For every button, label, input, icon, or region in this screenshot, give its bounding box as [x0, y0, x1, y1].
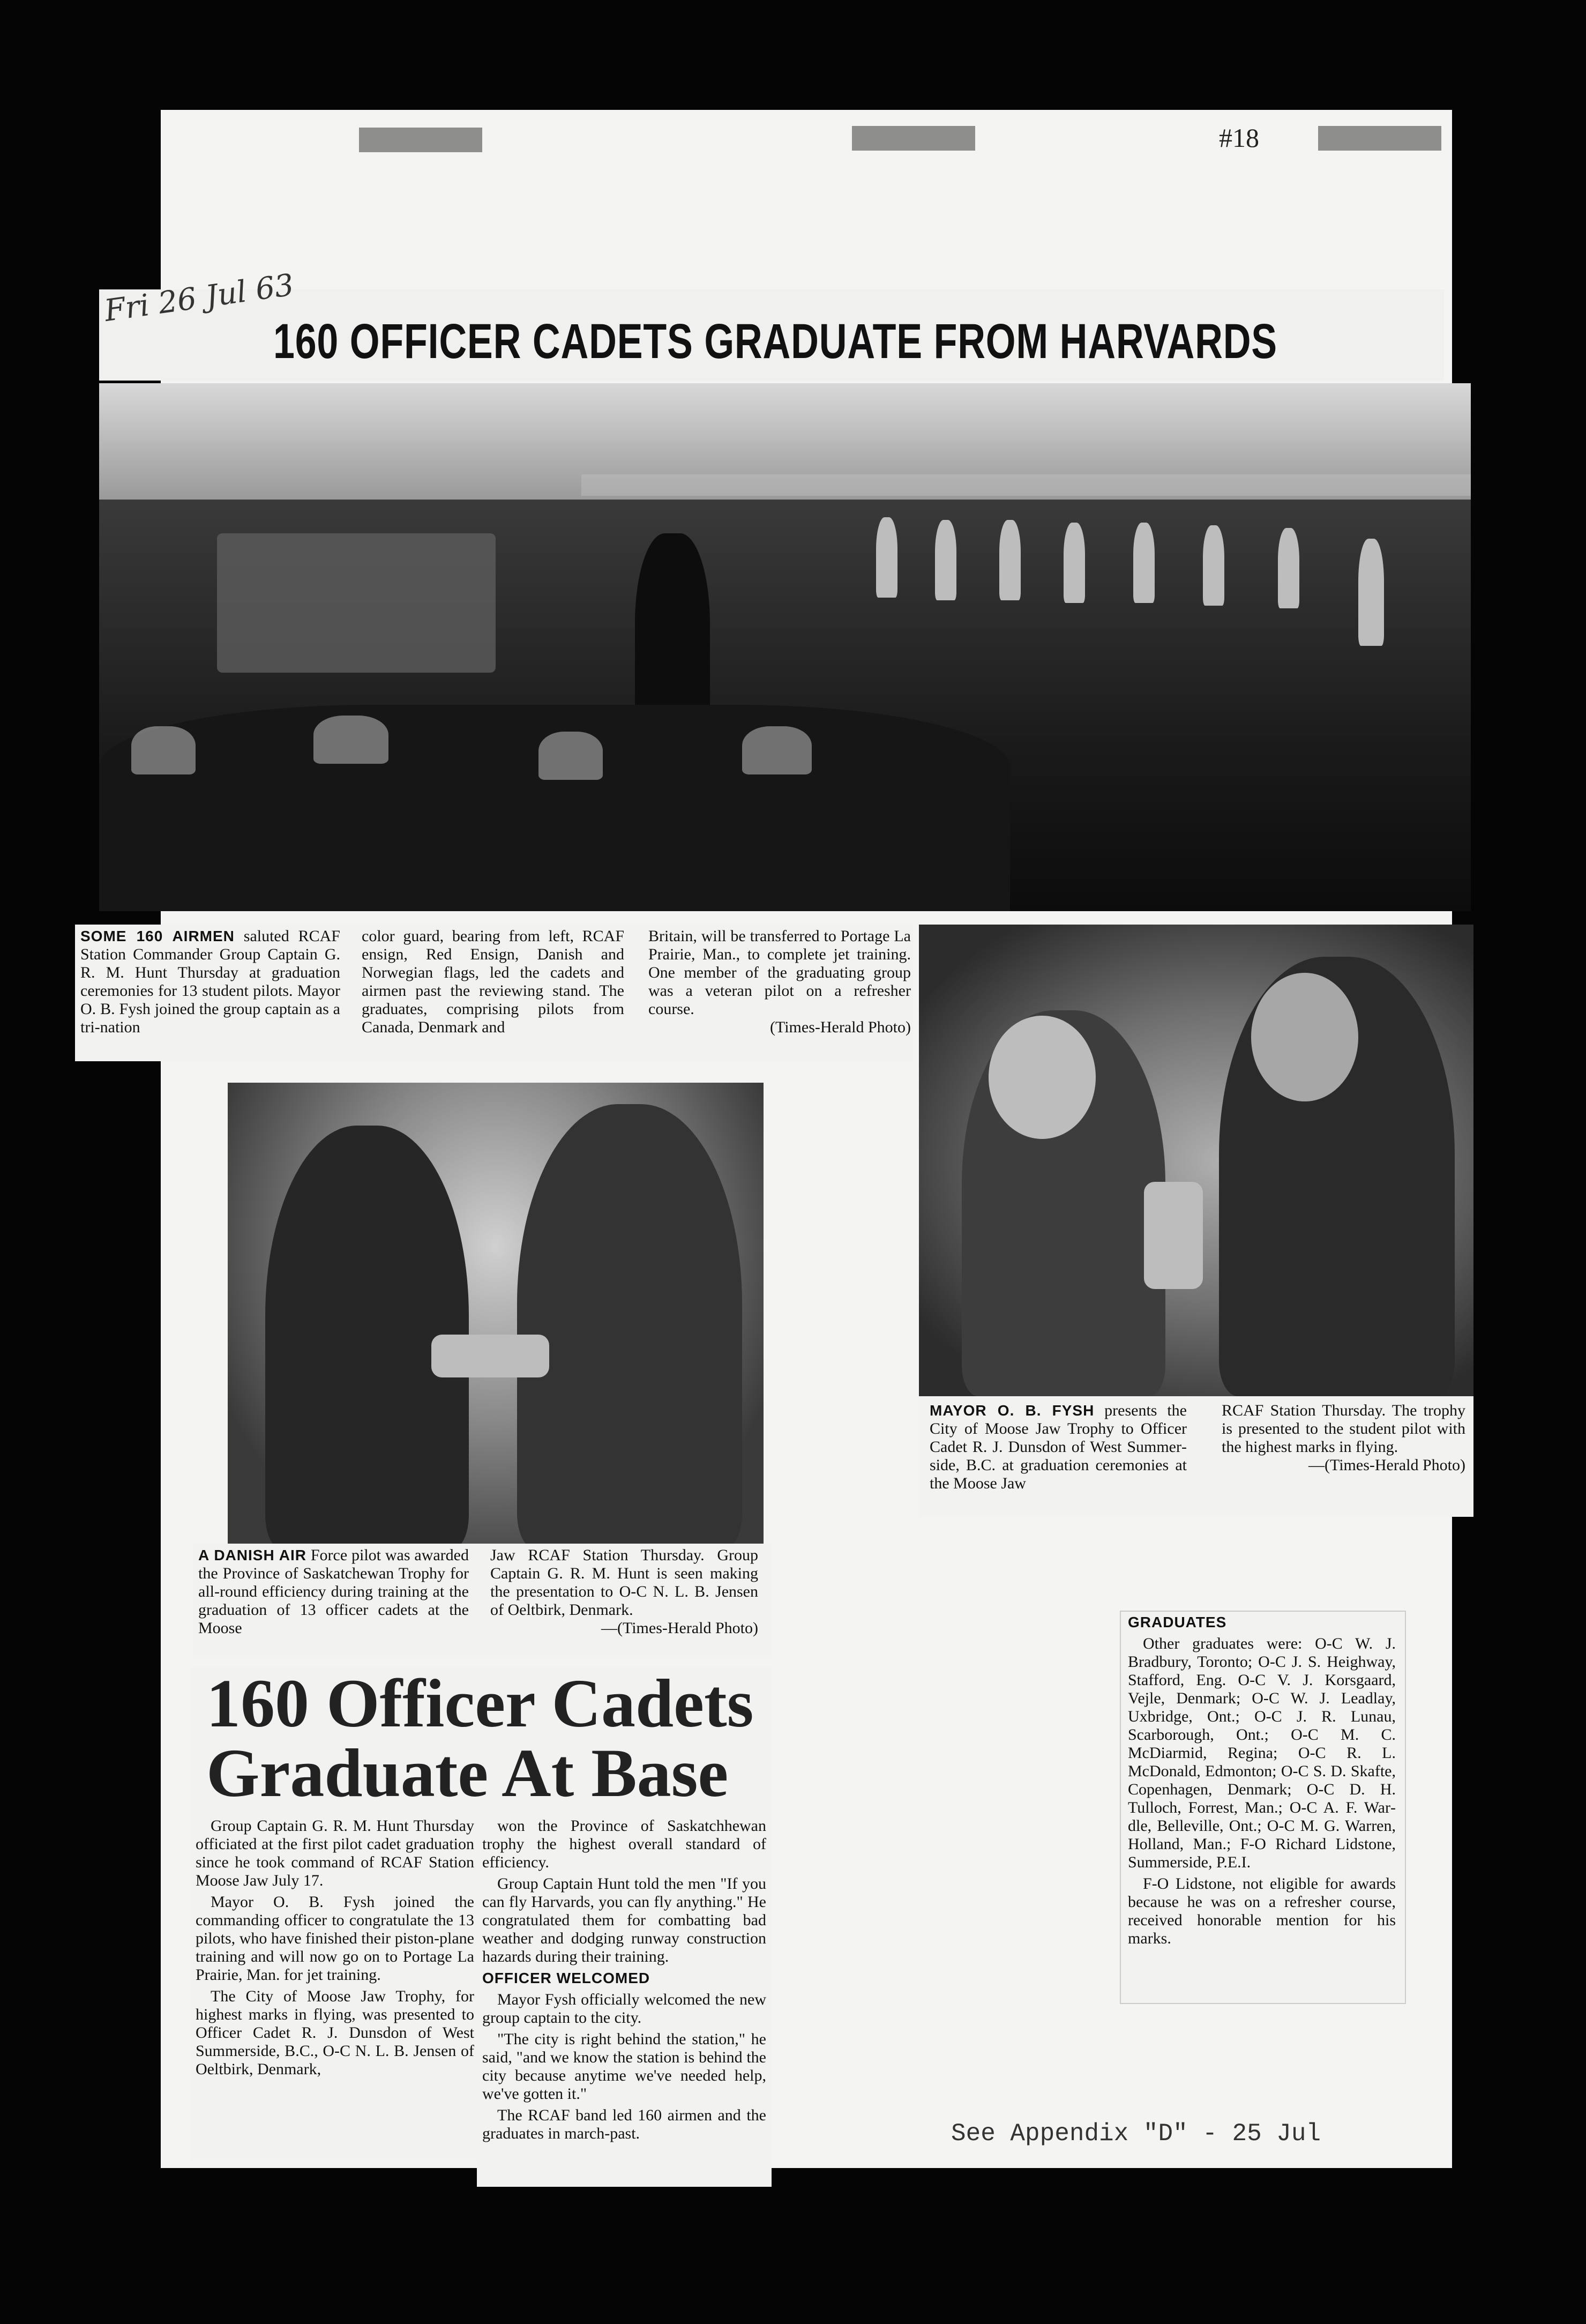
photo-credit: (Times-Herald Photo): [769, 1018, 911, 1036]
danish-caption-col1: [198, 1546, 469, 1637]
caption-lead: SOME 160 AIRMEN: [80, 928, 235, 944]
handwritten-date: Fri 26 Jul 63: [102, 267, 296, 329]
parade-photo: [99, 383, 1471, 911]
mayor-caption-col1: [930, 1402, 1187, 1493]
caption-text: Force pilot was awarded the Province of Saskatchewan Trophy for all-round efficiency during training at the graduation of 13 officer cadets at the Moose: [198, 1546, 469, 1637]
article-headline-line1: 160 Officer Cadets: [206, 1665, 754, 1741]
graduates-list: [1128, 1613, 1396, 1951]
appendix-note: See Appendix "D" - 25 Jul: [951, 2120, 1321, 2148]
caption-text: Jaw RCAF Station Thursday. Group Captain G. R. M. Hunt is seen making the presentation to O-C N. L. B. Jensen of Oeltbirk, Denmark.: [490, 1546, 758, 1619]
article-paragraph: The City of Moose Jaw Trophy, for highest marks in flying, was presented to Officer Cadet R. J. Dunsdon of West Summerside, B.C., O-C N. L. B. Jensen of Oeltbirk, Denmark,: [196, 1987, 474, 2078]
parade-caption-col1: [80, 927, 340, 1037]
tape-mark: [1318, 126, 1441, 151]
mayor-presentation-photo: [919, 925, 1473, 1396]
article-paragraph: "The city is right behind the station," he said, "and we know the station is behind the city because anytime we've needed help, we've gotten it.": [482, 2030, 766, 2103]
article-column-1: [196, 1817, 474, 2082]
caption-text: Britain, will be transferred to Portage La Prairie, Man., to complete jet training. One member of the graduating group was a veteran pilot on a refresher course.: [648, 927, 911, 1018]
tape-mark: [852, 126, 975, 151]
danish-caption-col2: [490, 1546, 758, 1637]
article-paragraph: Mayor O. B. Fysh joined the commanding officer to congratulate the 13 pilots, who have finished their piston-plane training and will now go on to Portage La Prairie, Man. for jet training.: [196, 1893, 474, 1984]
caption-text: presents the City of Moose Jaw Trophy to Officer Cadet R. J. Dunsdon of West Summerside, B.C. at graduation ceremonies at the Moose Jaw: [930, 1402, 1187, 1492]
article-paragraph: Group Captain Hunt told the men "If you can fly Harvards, you can fly anything." He congratulated them for combatting bad weather and dodging runway construction hazards during their training.: [482, 1875, 766, 1965]
article-paragraph: Group Captain G. R. M. Hunt Thursday officiated at the first pilot cadet graduation since he took command of RCAF Station Moose Jaw July 17.: [196, 1817, 474, 1889]
article-paragraph: Mayor Fysh officially welcomed the new group captain to the city.: [482, 1991, 766, 2027]
headline: 160 OFFICER CADETS GRADUATE FROM HARVARDS: [273, 314, 1277, 369]
danish-pilot-photo: [228, 1083, 764, 1549]
article-column-2: [482, 1817, 766, 2146]
mayor-caption-col2: [1222, 1402, 1465, 1474]
caption-text: saluted RCAF Station Commander Group Captain G. R. M. Hunt Thursday at graduation ceremonies for 13 student pilots. Mayor O. B. Fysh joined the group captain as a tri-nation: [80, 927, 340, 1036]
photo-credit: —(Times-Herald Photo): [1308, 1456, 1465, 1474]
tape-mark: [359, 128, 482, 152]
caption-text: RCAF Station Thursday. The trophy is presented to the student pilot with the highest marks in flying.: [1222, 1402, 1465, 1456]
parade-caption-col2: color guard, bearing from left, RCAF ensign, Red Ensign, Danish and Norwegian flags, led the cadets and airmen past the reviewing stand. The graduates, comprising pilots from Canada, Denmark and: [362, 927, 624, 1036]
graduates-text: Other graduates were: O-C W. J. Bradbury, Toronto; O-C J. S. Heighway, Stafford, Eng. O-C V. J. Korsgaard, Vejle, Denmark; O-C W. J. Leadlay, Uxbridge, Ont.; O-C J. R. Lunau, Scarborough, Ont.; O-C M. C. McDiarmid, Regina; O-C R. L. McDonald, Edmonton; O-C S. D. Skafte, Copenhagen, Denmark; O-C D. H. Tulloch, Forrest, Man.; O-C A. F. Wardle, Belleville, Ont.; O-C M. G. Warren, Holland, Man.; F-O Richard Lidstone, Summerside, P.E.I.: [1128, 1635, 1396, 1871]
page-number: #18: [1219, 123, 1259, 153]
article-paragraph: The RCAF band led 160 airmen and the graduates in march-past.: [482, 2106, 766, 2142]
graduates-heading: GRADUATES: [1128, 1614, 1227, 1630]
article-subhead: OFFICER WELCOMED: [482, 1970, 650, 1986]
caption-lead: A DANISH AIR: [198, 1547, 306, 1563]
caption-lead: MAYOR O. B. FYSH: [930, 1402, 1095, 1419]
photo-credit: —(Times-Herald Photo): [601, 1619, 758, 1637]
graduates-note: F-O Lidstone, not eligible for awards because he was on a refresher course, received honorable mention for his marks.: [1128, 1875, 1396, 1947]
parade-caption-col3: [648, 927, 911, 1037]
article-headline-line2: Graduate At Base: [206, 1735, 729, 1811]
article-paragraph: won the Province of Saskatchhewan trophy the highest overall standard of efficiency.: [482, 1817, 766, 1871]
